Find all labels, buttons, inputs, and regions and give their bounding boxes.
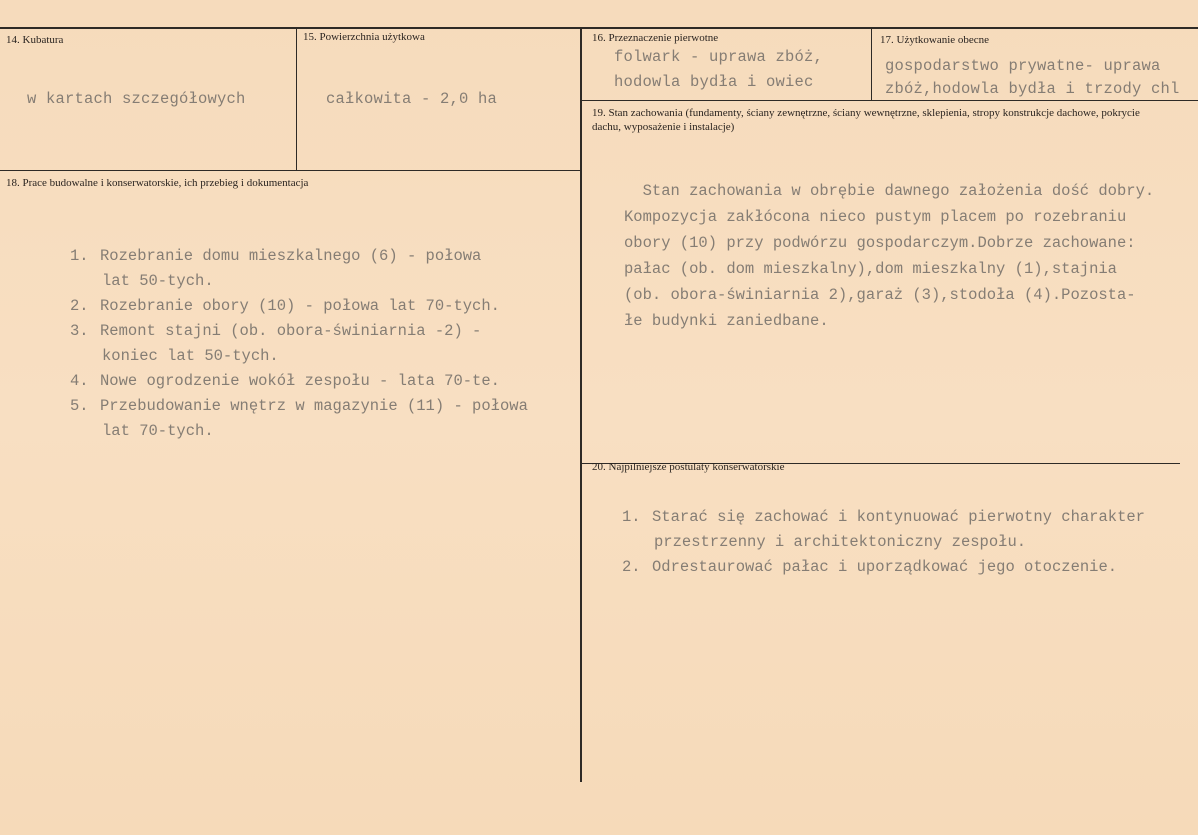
field-16-line-2: hodowla bydła i owiec bbox=[614, 73, 814, 91]
list-item bbox=[622, 555, 1145, 580]
field-19-line-2: Kompozycja zakłócona nieco pustym placem po rozebraniu bbox=[624, 208, 1127, 226]
list-item-continuation: przestrzenny i architektoniczny zespołu. bbox=[654, 533, 1027, 551]
field-15-value: całkowita - 2,0 ha bbox=[326, 90, 498, 108]
field-14-label: 14. Kubatura bbox=[6, 34, 64, 46]
field-19-label: 19. Stan zachowania (fundamenty, ściany zewnętrzne, ściany wewnętrzne, sklepienia, stropy konstrukcje dachowe, pokrycie dachu, wyposażenie i instalacje) bbox=[592, 107, 1140, 133]
list-item-text: Starać się zachować i kontynuować pierwotny charakter bbox=[652, 508, 1145, 526]
list-item bbox=[70, 394, 528, 444]
field-17-line-2: zbóż,hodowla bydła i trzody chl bbox=[885, 80, 1180, 98]
main-vertical-divider bbox=[580, 28, 582, 782]
list-item-continuation: lat 70-tych. bbox=[102, 422, 214, 440]
field-18-list bbox=[70, 244, 528, 444]
list-item-text: Rozebranie domu mieszkalnego (6) - połowa bbox=[100, 247, 482, 265]
rule-14-15 bbox=[296, 28, 297, 170]
list-item bbox=[70, 319, 528, 369]
field-19-line-5: (ob. obora-świniarnia 2),garaż (3),stodoła (4).Pozosta- bbox=[624, 286, 1136, 304]
field-17-line-1: gospodarstwo prywatne- uprawa bbox=[885, 57, 1161, 75]
field-15-label: 15. Powierzchnia użytkowa bbox=[303, 31, 425, 43]
field-19-line-6: łe budynki zaniedbane. bbox=[624, 312, 829, 330]
field-20-label: 20. Najpilniejsze postulaty konserwatorskie bbox=[592, 461, 785, 473]
list-item-number: 2. bbox=[70, 297, 89, 315]
rule-under-14-15 bbox=[0, 170, 580, 171]
list-item-number: 3. bbox=[70, 322, 89, 340]
field-19-line-3: obory (10) przy podwórzu gospodarczym.Dobrze zachowane: bbox=[624, 234, 1136, 252]
list-item bbox=[70, 369, 528, 394]
list-item-number: 4. bbox=[70, 372, 89, 390]
list-item-text: Nowe ogrodzenie wokół zespołu - lata 70-te. bbox=[100, 372, 500, 390]
list-item-number: 1. bbox=[622, 508, 641, 526]
field-19-line-1: Stan zachowania w obrębie dawnego założenia dość dobry. bbox=[624, 182, 1155, 200]
list-item bbox=[70, 294, 528, 319]
rule-under-16-17 bbox=[582, 100, 1198, 101]
list-item-number: 2. bbox=[622, 558, 641, 576]
field-16-line-1: folwark - uprawa zbóż, bbox=[614, 48, 824, 66]
list-item-number: 1. bbox=[70, 247, 89, 265]
list-item-text: Odrestaurować pałac i uporządkować jego otoczenie. bbox=[652, 558, 1118, 576]
field-14-value: w kartach szczegółowych bbox=[27, 90, 246, 108]
list-item bbox=[70, 244, 528, 294]
list-item-continuation: koniec lat 50-tych. bbox=[102, 347, 279, 365]
list-item bbox=[622, 505, 1145, 555]
list-item-text: Przebudowanie wnętrz w magazynie (11) - połowa bbox=[100, 397, 528, 415]
list-item-number: 5. bbox=[70, 397, 89, 415]
field-19-line-4: pałac (ob. dom mieszkalny),dom mieszkalny (1),stajnia bbox=[624, 260, 1117, 278]
list-item-continuation: lat 50-tych. bbox=[102, 272, 214, 290]
rule-16-17 bbox=[871, 28, 872, 100]
field-17-label: 17. Użytkowanie obecne bbox=[880, 34, 990, 46]
field-16-label: 16. Przeznaczenie pierwotne bbox=[592, 32, 719, 44]
list-item-text: Rozebranie obory (10) - połowa lat 70-tych. bbox=[100, 297, 500, 315]
field-20-list bbox=[622, 505, 1145, 580]
field-18-label: 18. Prace budowalne i konserwatorskie, ich przebieg i dokumentacja bbox=[6, 177, 309, 189]
list-item-text: Remont stajni (ob. obora-świniarnia -2) - bbox=[100, 322, 482, 340]
top-rule bbox=[0, 27, 1198, 29]
